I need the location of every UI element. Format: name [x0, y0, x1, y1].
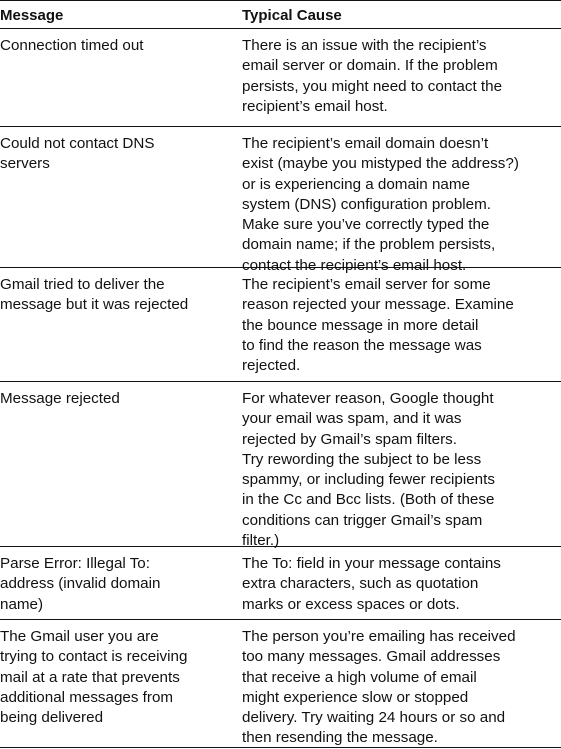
cause-cell: For whatever reason, Google thought your email was spam, and it was rejected by Gmail’s spam filters. Try rewording the subject to be less spammy, or including fewer recipients in the Cc and Bcc lists. (Both of these conditions can trigger Gmail’s spam filter.) [242, 390, 495, 550]
cause-cell: The recipient’s email server for some reason rejected your message. Examine the bounce message in more detail to find the reason the message was rejected. [242, 276, 514, 375]
message-cell: Connection timed out [0, 37, 144, 54]
table-row [0, 620, 561, 748]
header-message: Message [0, 7, 64, 24]
table-header [0, 0, 561, 29]
table-row [0, 547, 561, 620]
header-typical-cause: Typical Cause [242, 7, 342, 24]
table-row [0, 382, 561, 550]
table-row [0, 29, 561, 127]
cause-cell: The recipient’s email domain doesn’t exist (maybe you mistyped the address?) or is experiencing a domain name system (DNS) configuration problem. Make sure you’ve correctly typed the domain name; if the problem persists, contact the recipient’s email host. [242, 135, 519, 274]
message-cell: The Gmail user you are trying to contact is receiving mail at a rate that prevents additional messages from being delivered [0, 628, 188, 727]
table-row [0, 127, 561, 274]
message-cell: Gmail tried to deliver the message but it was rejected [0, 276, 189, 314]
table-row [0, 268, 561, 382]
cause-cell: The To: field in your message contains extra characters, such as quotation marks or excess spaces or dots. [242, 555, 501, 613]
cause-cell: The person you’re emailing has received too many messages. Gmail addresses that receive a high volume of email might experience slow or stopped delivery. Try waiting 24 hours or so and then resending the message. [242, 628, 516, 747]
message-cell: Could not contact DNS servers [0, 135, 155, 173]
message-cell: Message rejected [0, 390, 120, 407]
message-cell: Parse Error: Illegal To: address (invalid domain name) [0, 555, 161, 613]
cause-cell: There is an issue with the recipient’s email server or domain. If the problem persists, you might need to contact the recipient’s email host. [242, 37, 503, 115]
